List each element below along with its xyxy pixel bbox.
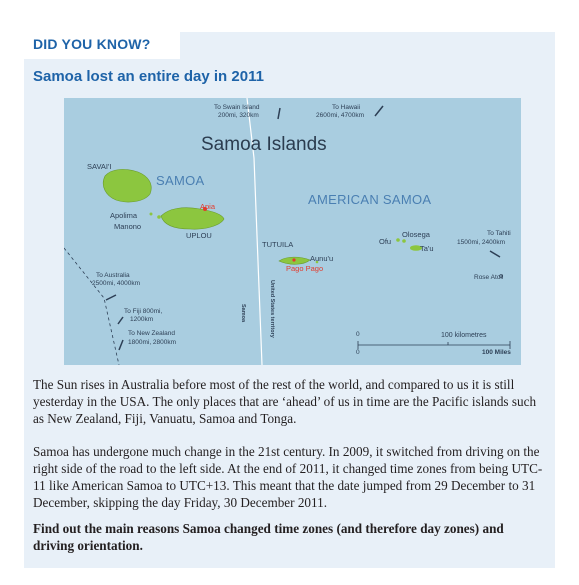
scale-zero-bottom: 0 (356, 349, 360, 356)
swains-arrow (278, 108, 280, 119)
swains-label-2: 200mi, 320km (218, 112, 259, 119)
samoa-border-label: Samoa (240, 304, 246, 323)
samoa-map (64, 98, 521, 365)
tau-label: Ta'u (420, 244, 434, 253)
fiji-arrow (118, 317, 123, 324)
rose-atoll-label: Rose Atoll (474, 274, 504, 281)
australia-arrow (106, 295, 116, 300)
scale-miles-label: 100 Miles (482, 349, 511, 356)
scale-km-label: 100 kilometres (441, 332, 487, 339)
manono-label: Manono (114, 222, 142, 231)
samoa-label: SAMOA (156, 173, 205, 188)
tahiti-label-1: To Tahiti (487, 230, 511, 237)
paragraph-1: The Sun rises in Australia before most of the rest of the world, and compared to us it is still yesterday in the USA. The only places that are ‘ahead’ of us in time are the Pacific islands such as New Zealand, Fiji, Vanuatu, Samoa and Tonga. (33, 377, 537, 426)
box-heading: Samoa lost an entire day in 2011 (33, 68, 264, 85)
australia-label-2: 2500mi, 4000km (92, 280, 141, 287)
new-zealand-arrow (119, 340, 123, 350)
hawaii-label-1: To Hawaii (332, 104, 361, 111)
swains-label-1: To Swain Island (214, 104, 260, 111)
manono-island (157, 215, 161, 219)
hawaii-arrow (375, 106, 383, 116)
apia-label: Apia (200, 202, 216, 211)
american-samoa-label: AMERICAN SAMOA (308, 192, 432, 207)
olosega-label: Olosega (402, 230, 430, 239)
pago-pago-dot (292, 258, 295, 261)
map-title: Samoa Islands (201, 134, 327, 155)
tahiti-arrow (490, 251, 500, 257)
ofu-island (396, 238, 400, 242)
fiji-label-2: 1200km (130, 316, 154, 323)
paragraph-3: Find out the main reasons Samoa changed time zones (and therefore day zones) and driving orientation. (33, 521, 504, 553)
tutuila-label: TUTUILA (262, 240, 294, 249)
upolu-label: UPLOU (186, 231, 212, 240)
new-zealand-label-1: To New Zealand (128, 330, 175, 337)
apolima-label: Apolima (110, 211, 138, 220)
ofu-label: Ofu (379, 237, 392, 246)
dashed-line (64, 248, 119, 365)
aunuu-label: Aunu'u (310, 254, 334, 263)
apolima-island (150, 213, 153, 216)
us-border-label: United States territory (269, 280, 275, 338)
savaii-label: SAVAI'I (87, 162, 112, 171)
pago-pago-label: Pago Pago (286, 264, 324, 273)
olosega-island (402, 239, 406, 243)
paragraph-2: Samoa has undergone much change in the 21st century. In 2009, it switched from driving on the right side of the road to the left side. At the end of 2011, it changed time zones from being UTC-11 like American Samoa to UTC+13. This meant that the date jumped from 29 December to 31 December, skipping the day Friday, 30 December 2011. (33, 444, 543, 510)
scale-zero-top: 0 (356, 331, 360, 338)
box-title: DID YOU KNOW? (33, 36, 151, 52)
savaii-island (103, 169, 151, 202)
new-zealand-label-2: 1800mi, 2800km (128, 339, 177, 346)
australia-label-1: To Australia (96, 272, 130, 279)
hawaii-label-2: 2600mi, 4700km (316, 112, 365, 119)
tahiti-label-2: 1500mi, 2400km (457, 239, 506, 246)
fiji-label-1: To Fiji 800mi, (124, 308, 163, 315)
